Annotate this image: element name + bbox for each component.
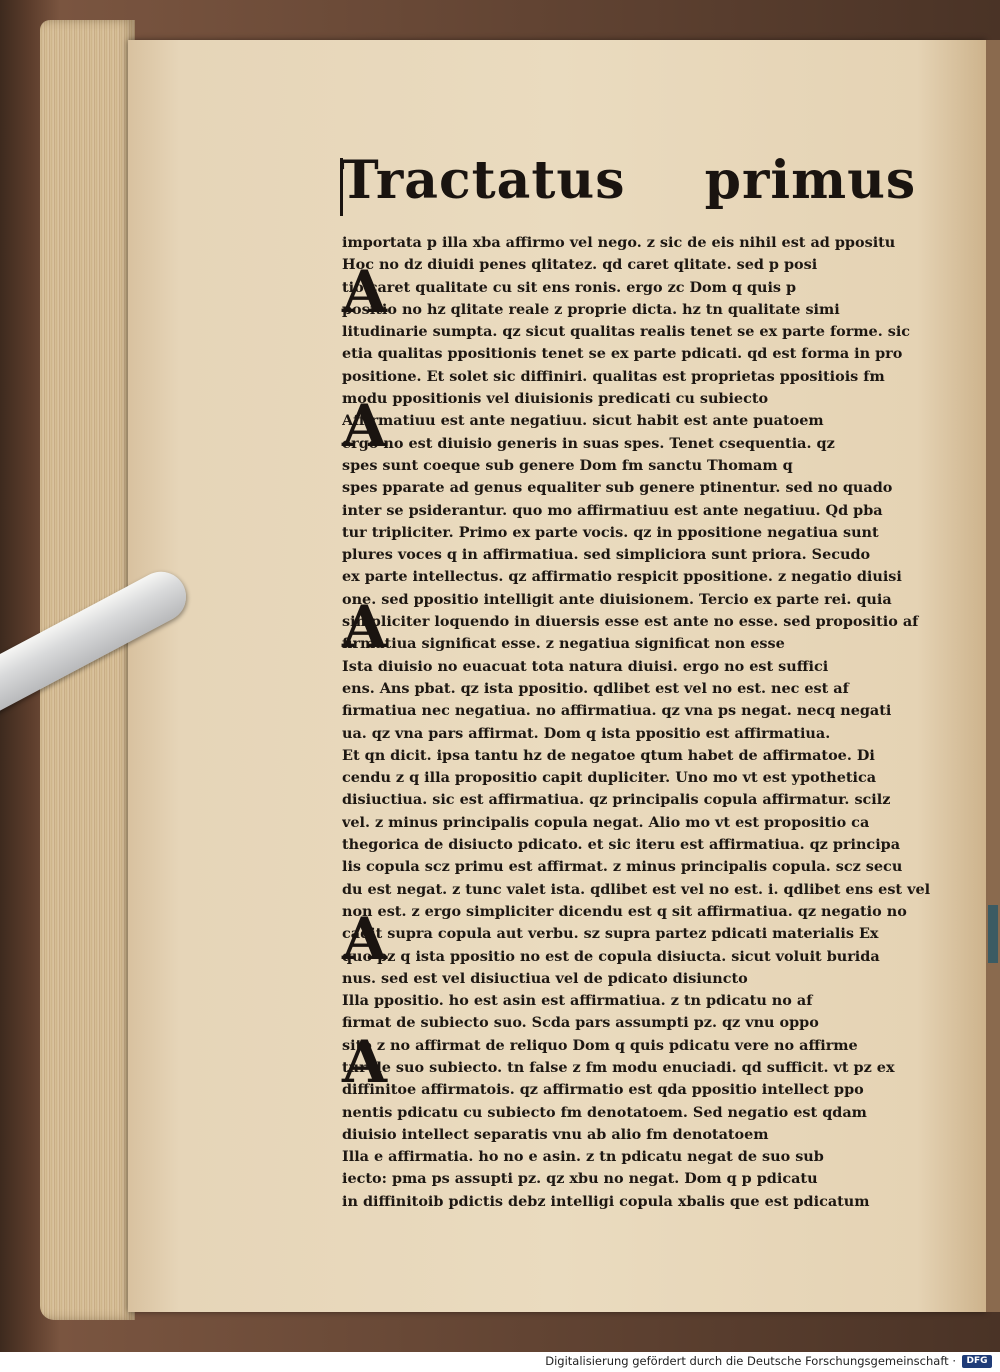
text-line: spes pparate ad genus equaliter sub genere ptinentur. sed no quado bbox=[342, 479, 893, 497]
text-line: modu ppositionis vel diuisionis predicati cu subiecto bbox=[342, 390, 769, 408]
initial-letter: A bbox=[342, 593, 388, 661]
dfg-logo-icon: DFG bbox=[962, 1355, 992, 1368]
book-binding bbox=[986, 40, 1000, 1312]
text-line: cendu z q illa propositio capit dupliciter. Uno mo vt est ypothetica bbox=[342, 769, 877, 787]
text-line: iecto: pma ps assupti pz. qz xbu no negat. Dom q p pdicatu bbox=[342, 1170, 818, 1188]
text-line: plures voces q in affirmatiua. sed simpliciora sunt priora. Secudo bbox=[342, 546, 871, 564]
text-line: ens. Ans pbat. qz ista ppositio. qdlibet est vel no est. nec est af bbox=[342, 679, 849, 697]
text-line: in diffinitoib pdictis debz intelligi copula xbalis que est pdicatum bbox=[342, 1192, 870, 1210]
text-line: tur tripliciter. Primo ex parte vocis. qz in ppositione negatiua sunt bbox=[342, 523, 879, 541]
text-line: spes sunt coeque sub genere Dom fm sanctu Thomam q bbox=[342, 456, 793, 474]
text-line: Et qn dicit. ipsa tantu hz de negatoe qtum habet de affirmatoe. Di bbox=[342, 746, 875, 764]
text-line: du est negat. z tunc valet ista. qdlibet est vel no est. i. qdlibet ens est vel bbox=[342, 880, 931, 898]
text-line: firmatiua significat esse. z negatiua significat non esse bbox=[342, 635, 785, 653]
text-line: disiuctiua. sic est affirmatiua. qz principalis copula affirmatur. scilz bbox=[342, 791, 891, 809]
text-line: simpliciter loquendo in diuersis esse est ante no esse. sed propositio af bbox=[342, 613, 919, 631]
text-line: Illa e affirmatia. ho no e asin. z tn pdicatu negat de suo sub bbox=[342, 1148, 824, 1166]
text-line: positione. Et solet sic diffiniri. qualitas est proprietas ppositiois fm bbox=[342, 367, 885, 385]
text-line: litudinarie sumpta. qz sicut qualitas realis tenet se ex parte forme. sic bbox=[342, 323, 911, 341]
text-line: diffinitoe affirmatois. qz affirmatio est qda ppositio intellect ppo bbox=[342, 1081, 864, 1099]
text-line: etia qualitas ppositionis tenet se ex parte pdicati. qd est forma in pro bbox=[342, 345, 903, 363]
text-line: non est. z ergo simpliciter dicendu est q sit affirmatiua. qz negatio no bbox=[342, 902, 907, 920]
text-block bbox=[342, 232, 932, 1213]
text-line: nentis pdicatu cu subiecto fm denotatoem. Sed negatio est qdam bbox=[342, 1103, 867, 1121]
text-line: ergo no est diuisio generis in suas spes. Tenet csequentia. qz bbox=[342, 434, 835, 452]
text-line: firmatiua nec negatiua. no affirmatiua. qz vna ps negat. necq negati bbox=[342, 702, 892, 720]
text-line: Illa ppositio. ho est asin est affirmatiua. z tn pdicatu no af bbox=[342, 992, 813, 1010]
text-line: tio caret qualitate cu sit ens ronis. ergo zc Dom q quis p bbox=[342, 278, 797, 296]
text-line: diuisio intellect separatis vnu ab alio fm denotatoem bbox=[342, 1125, 769, 1143]
initial-letter: A bbox=[342, 905, 388, 973]
initial-letter: A bbox=[342, 258, 388, 326]
text-line: positio no hz qlitate reale z proprie dicta. hz tn qualitate simi bbox=[342, 300, 840, 318]
initial-letter: A bbox=[342, 392, 388, 460]
text-line: nus. sed est vel disiuctiua vel de pdicato disiuncto bbox=[342, 969, 748, 987]
text-line: Affirmatiuu est ante negatiuu. sicut habit est ante puatoem bbox=[342, 412, 824, 430]
text-line: importata p illa xba affirmo vel nego. z sic de eis nihil est ad ppositu bbox=[342, 234, 896, 251]
footer-bar bbox=[0, 1352, 1000, 1372]
text-line: cadit supra copula aut verbu. sz supra partez pdicati materialis Ex bbox=[342, 925, 879, 943]
initial-letter: A bbox=[342, 1028, 388, 1096]
text-line: ua. qz vna pars affirmat. Dom q ista ppositio est affirmatiua. bbox=[342, 724, 831, 742]
text-line: sito z no affirmat de reliquo Dom q quis pdicatu vere no affirme bbox=[342, 1036, 858, 1054]
color-target-mark bbox=[988, 905, 998, 963]
text-line: tur de suo subiecto. tn false z fm modu enuciadi. qd sufficit. vt pz ex bbox=[342, 1058, 895, 1076]
running-head: Tractatus primus bbox=[340, 150, 917, 211]
text-line: firmat de subiecto suo. Scda pars assumpti pz. qz vnu oppo bbox=[342, 1014, 819, 1032]
text-line: one. sed ppositio intelligit ante diuisionem. Tercio ex parte rei. quia bbox=[342, 590, 892, 608]
text-line: quo pz q ista ppositio no est de copula disiucta. sicut voluit burida bbox=[342, 947, 880, 965]
text-line: Ista diuisio no euacuat tota natura diuisi. ergo no est suffici bbox=[342, 657, 829, 675]
text-line: vel. z minus principalis copula negat. Alio mo vt est propositio ca bbox=[342, 813, 870, 831]
text-line: inter se psiderantur. quo mo affirmatiuu est ante negatiuu. Qd pba bbox=[342, 501, 883, 519]
footer-credit: Digitalisierung gefördert durch die Deutsche Forschungsgemeinschaft · bbox=[545, 1354, 956, 1368]
text-line: ex parte intellectus. qz affirmatio respicit ppositione. z negatio diuisi bbox=[342, 568, 902, 586]
text-line: thegorica de disiucto pdicato. et sic iteru est affirmatiua. qz principa bbox=[342, 836, 901, 854]
text-line: Hoc no dz diuidi penes qlitatez. qd caret qlitate. sed p posi bbox=[342, 256, 818, 274]
text-line: lis copula scz primu est affirmat. z minus principalis copula. scz secu bbox=[342, 858, 903, 876]
